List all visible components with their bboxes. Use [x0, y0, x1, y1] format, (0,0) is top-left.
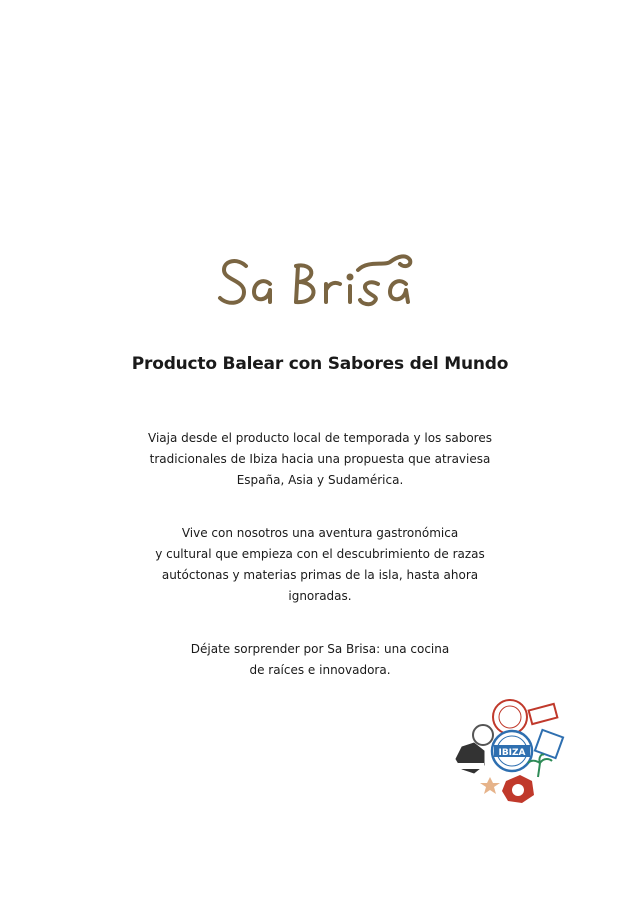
travel-stamps-illustration: [450, 695, 570, 810]
paragraph-line: y cultural que empieza con el descubrimiento de razas: [155, 547, 485, 561]
sa-brisa-logo: [210, 236, 430, 316]
paragraph-line: España, Asia y Sudamérica.: [236, 473, 404, 487]
stamps-graphic: [450, 695, 570, 810]
paragraph-adventure: [120, 523, 520, 607]
paragraph-line: ignoradas.: [288, 589, 352, 603]
paragraph-line: autóctonas y materias primas de la isla, hasta ahora: [161, 568, 479, 582]
paragraph-closing: [120, 639, 520, 681]
paragraph-line: Vive con nosotros una aventura gastronómica: [181, 526, 459, 540]
sa-brisa-logo-graphic: [210, 236, 430, 316]
stamp-main-text: IBIZA: [498, 748, 526, 758]
paragraph-line: Viaja desde el producto local de temporada y los sabores: [148, 431, 492, 445]
paragraph-intro: [120, 428, 520, 491]
paragraph-line: Déjate sorprender por Sa Brisa: una cocina: [190, 642, 450, 656]
headline: Producto Balear con Sabores del Mundo: [131, 354, 509, 374]
paragraph-line: de raíces e innovadora.: [249, 663, 391, 677]
paragraph-line: tradicionales de Ibiza hacia una propuesta que atraviesa: [149, 452, 491, 466]
